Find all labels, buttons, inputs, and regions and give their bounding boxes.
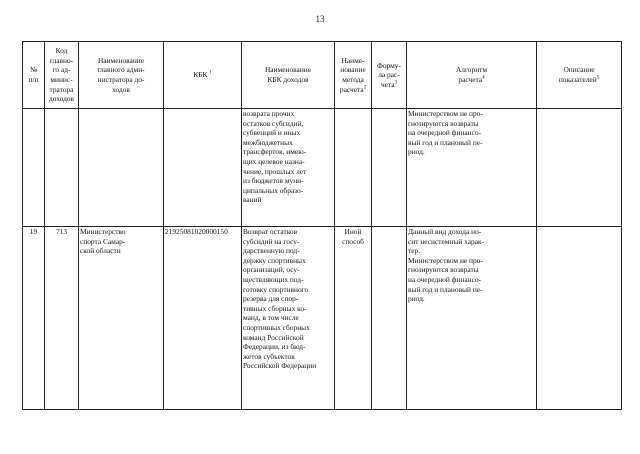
row-kbk-name: возврата прочих остатков субсидий, субвенций и иных межбюджетных трансфертов, имею- щих целевое назна- чение, прошлых лет из бюджетов муни- ципальных образо- ваний	[242, 109, 335, 227]
table-header-row	[23, 42, 622, 109]
row-admin-name	[79, 109, 164, 227]
table-row	[23, 227, 622, 410]
header-admin-code: Код главно- го ад- минис- тратора доходов	[45, 42, 79, 109]
header-admin-name: Наименование главного адми- нистратора до- ходов	[79, 42, 164, 109]
header-description: Описание показателей$^5$	[537, 42, 622, 109]
header-formula: Форму- ла рас- чета$^3$	[372, 42, 407, 109]
row-kbk	[164, 109, 242, 227]
page-number: 13	[315, 14, 325, 24]
header-number: № п/п	[23, 42, 45, 109]
revenue-forecast-table	[22, 41, 622, 410]
row-number	[23, 109, 45, 227]
row-kbk-name: Возврат остатков субсидий на госу- дарственную под- держку спортивных организаций, осу- ществляющих под- готовку спортивного резерва для спор- тивных сборных ко- манд, в том числе спортивных сборных команд Российской Федерации, из бюд- жетов субъектов Российской Федерации	[242, 227, 335, 410]
row-admin-code: 713	[45, 227, 79, 410]
row-number: 19	[23, 227, 45, 410]
row-formula	[372, 227, 407, 410]
header-kbk-name: Наименование КБК доходов	[242, 42, 335, 109]
row-admin-name: Министерство спорта Самар- ской области	[79, 227, 164, 410]
row-admin-code	[45, 109, 79, 227]
row-description	[537, 109, 622, 227]
row-kbk: 21925081020000150	[164, 227, 242, 410]
row-description	[537, 227, 622, 410]
row-algorithm: Данный вид дохода но- сит несистемный харак- тер. Министерством не про- гнозируются возвраты на очередной финансо- вый год и плановый пе- риод.	[407, 227, 537, 410]
header-method: Наиме- нование метода расчета$^2$	[335, 42, 372, 109]
table-row	[23, 109, 622, 227]
header-kbk: КБК $^1$	[164, 42, 242, 109]
row-formula	[372, 109, 407, 227]
header-algorithm: Алгоритм расчета$^4$	[407, 42, 537, 109]
row-algorithm: Министерством не про- гнозируются возвраты на очередной финансо- вый год и плановый пе- риод.	[407, 109, 537, 227]
row-method	[335, 109, 372, 227]
row-method: Иной способ	[335, 227, 372, 410]
